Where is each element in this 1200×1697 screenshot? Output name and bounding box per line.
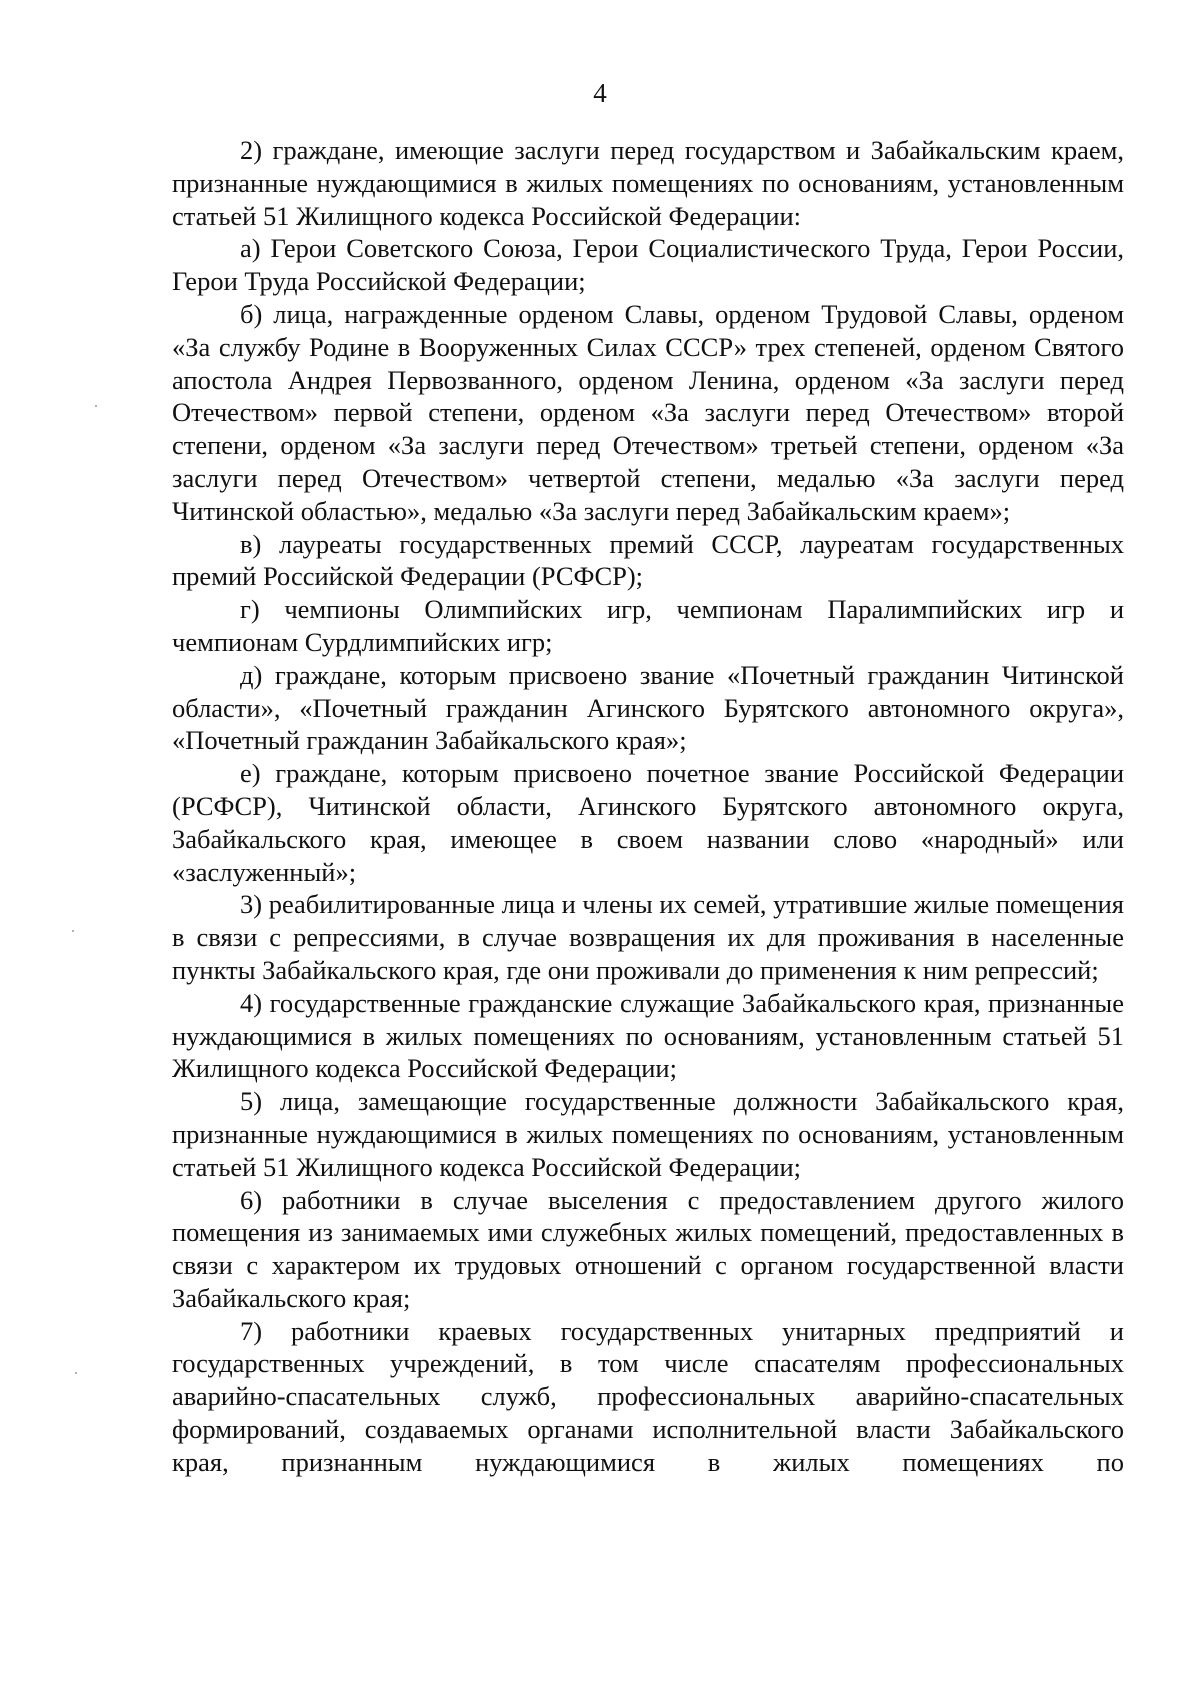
paragraph-item-2: 2) граждане, имеющие заслуги перед государством и Забайкальским краем, признанные нуждающимися в жилых помещениях по основаниям, установленным статьей 51 Жилищного кодекса Российской Федерации: (172, 135, 1124, 231)
document-body (172, 134, 1124, 1479)
paragraph-item-7: 7) работники краевых государственных унитарных предприятий и государственных учреждений, в том числе спасателям профессиональных аварийно-спасательных служб, профессиональных аварийно-спасательных формирований, создаваемых органами исполнительной власти Забайкальского края, признанным нуждающимися в жилых помещениях по (172, 1315, 1124, 1477)
scan-speck (95, 405, 97, 407)
paragraph-subitem-g: г) чемпионы Олимпийских игр, чемпионам Паралимпийских игр и чемпионам Сурдлимпийских игр; (172, 594, 1124, 657)
paragraph-item-4: 4) государственные гражданские служащие Забайкальского края, признанные нуждающимися в жилых помещениях по основаниям, установленным статьей 51 Жилищного кодекса Российской Федерации; (172, 987, 1124, 1084)
scan-speck (75, 1372, 77, 1374)
paragraph-subitem-e: е) граждане, которым присвоено почетное звание Российской Федерации (РСФСР), Читинской области, Агинского Бурятского автономного округа, Забайкальского края, имеющее в своем названии слово «народный» или «заслуженный»; (172, 758, 1124, 887)
paragraph-subitem-v: в) лауреаты государственных премий СССР, лауреатам государственных премий Российской Федерации (РСФСР); (172, 528, 1124, 592)
paragraph-subitem-d: д) граждане, которым присвоено звание «Почетный гражданин Читинской области», «Почетный гражданин Агинского Бурятского автономного округа», «Почетный гражданин Забайкальского края»; (172, 659, 1124, 756)
paragraph-subitem-a: а) Герои Советского Союза, Герои Социалистического Труда, Герои России, Герои Труда Российской Федерации; (172, 233, 1124, 297)
paragraph-item-6: 6) работники в случае выселения с предоставлением другого жилого помещения из занимаемых ими служебных жилых помещений, предоставленных в связи с характером их трудовых отношений с органом государственной власти Забайкальского края; (172, 1184, 1124, 1313)
page-number: 4 (593, 78, 607, 108)
paragraph-item-3: 3) реабилитированные лица и члены их семей, утратившие жилые помещения в связи с репрессиями, в случае возвращения их для проживания в населенные пункты Забайкальского края, где они проживали до применения к ним репрессий; (172, 889, 1124, 985)
scan-speck (72, 930, 74, 932)
paragraph-subitem-b: б) лица, награжденные орденом Славы, орденом Трудовой Славы, орденом «За службу Родине в Вооруженных Силах СССР» трех степеней, орденом Святого апостола Андрея Первозванного, орденом Ленина, орденом «За заслуги перед Отечеством» первой степени, орденом «За заслуги перед Отечеством» второй степени, орденом «За заслуги перед Отечеством» третьей степени, орденом «За заслуги перед Отечеством» четвертой степени, медалью «За заслуги перед Читинской областью», медалью «За заслуги перед Забайкальским краем»; (172, 298, 1124, 526)
paragraph-item-5: 5) лица, замещающие государственные должности Забайкальского края, признанные нуждающимися в жилых помещениях по основаниям, установленным статьей 51 Жилищного кодекса Российской Федерации; (172, 1086, 1124, 1182)
